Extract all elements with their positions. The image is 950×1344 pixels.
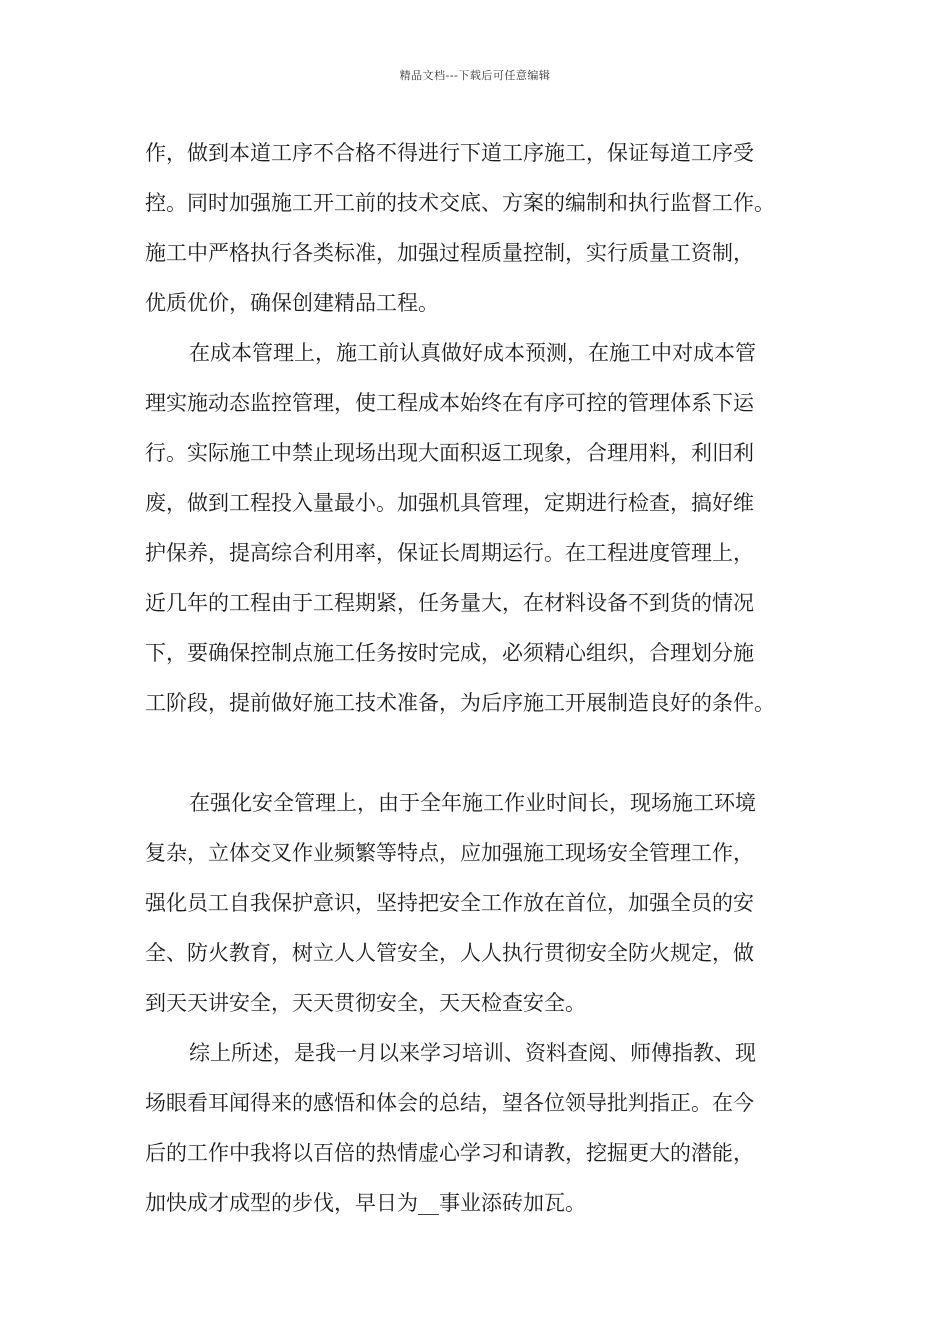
paragraph-1-line-4: 优质优价，确保创建精品工程。 [145,291,439,315]
paragraph-1-line-1: 作，做到本道工序不合格不得进行下道工序施工，保证每道工序受 [145,141,754,165]
paragraph-4-line-4: 加快成才成型的步伐，早日为__事业添砖加瓦。 [145,1191,586,1215]
paragraph-4-line-3: 后的工作中我将以百倍的热情虚心学习和请教，挖掘更大的潜能， [145,1141,754,1165]
paragraph-2-line-5: 护保养，提高综合利用率，保证长周期运行。在工程进度管理上， [145,541,754,565]
paragraph-1-line-2: 控。同时加强施工开工前的技术交底、方案的编制和执行监督工作。 [145,191,775,215]
paragraph-3-line-3: 强化员工自我保护意识，坚持把安全工作放在首位，加强全员的安 [145,891,754,915]
paragraph-2-line-6: 近几年的工程由于工程期紧，任务量大，在材料设备不到货的情况 [145,591,754,615]
paragraph-2-line-3: 行。实际施工中禁止现场出现大面积返工现象，合理用料，利旧利 [145,441,754,465]
page-header: 精品文档---下载后可任意编辑 [399,69,551,82]
paragraph-3-line-4: 全、防火教育，树立人人管安全，人人执行贯彻安全防火规定，做 [145,941,754,965]
paragraph-3-line-1: 在强化安全管理上，由于全年施工作业时间长，现场施工环境 [189,791,756,815]
paragraph-1-line-3: 施工中严格执行各类标准，加强过程质量控制，实行质量工资制， [145,241,754,265]
paragraph-2-line-8: 工阶段，提前做好施工技术准备，为后序施工开展制造良好的条件。 [145,691,775,715]
paragraph-4-line-2: 场眼看耳闻得来的感悟和体会的总结，望各位领导批判指正。在今 [145,1091,754,1115]
paragraph-4-line-1: 综上所述，是我一月以来学习培训、资料查阅、师傅指教、现 [189,1041,756,1065]
paragraph-2-line-1: 在成本管理上，施工前认真做好成本预测，在施工中对成本管 [189,341,756,365]
paragraph-3-line-5: 到天天讲安全，天天贯彻安全，天天检查安全。 [145,991,586,1015]
paragraph-2-line-7: 下，要确保控制点施工任务按时完成，必须精心组织，合理划分施 [145,641,754,665]
paragraph-3-line-2: 复杂，立体交叉作业频繁等特点，应加强施工现场安全管理工作， [145,841,754,865]
paragraph-2-line-2: 理实施动态监控管理，使工程成本始终在有序可控的管理体系下运 [145,391,754,415]
paragraph-2-line-4: 废，做到工程投入量最小。加强机具管理，定期进行检查，搞好维 [145,491,754,515]
